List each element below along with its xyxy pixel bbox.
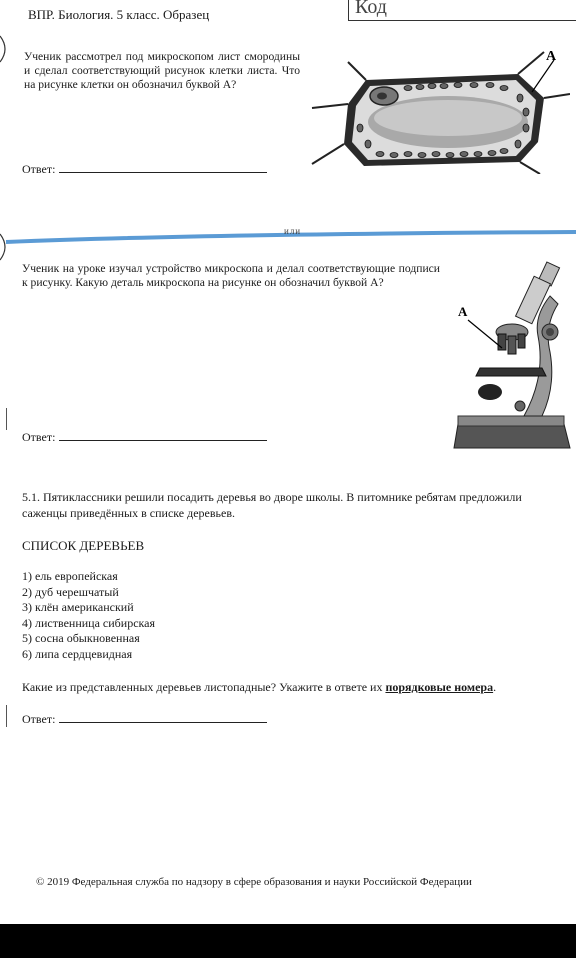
list-item: 2) дуб черешчатый: [22, 584, 119, 599]
question-1-text: Ученик рассмотрел под микроскопом лист смородины и сделал соответствующий рисунок клетки листа. Что на рисунке клетки он обозначил буквой А?: [24, 50, 300, 91]
prompt-emphasis: порядковые номера: [385, 680, 494, 694]
figure-label-a: А: [458, 304, 468, 319]
code-box: Код: [348, 0, 576, 21]
prompt-text: Какие из представленных деревьев листопадные? Укажите в ответе их: [22, 680, 383, 694]
question-3-text: 5.1. Пятиклассники решили посадить деревья во дворе школы. В питомнике ребятам предложили саженцы приведённых в списке деревьев.: [22, 490, 522, 520]
answer-row-2: [22, 430, 267, 445]
prompt-end: .: [493, 680, 497, 694]
tree-list-title: СПИСОК ДЕРЕВЬЕВ: [22, 538, 145, 553]
answer-label: Ответ:: [22, 162, 56, 176]
list-item: 3) клён американский: [22, 600, 134, 614]
margin-mark: [0, 705, 7, 727]
answer-field-3[interactable]: [59, 712, 267, 723]
question-3-prompt: [22, 680, 496, 695]
microscope-figure: [446, 256, 576, 456]
page-header: ВПР. Биология. 5 класс. Образец: [28, 7, 210, 22]
list-item: 6) липа сердцевидная: [22, 646, 133, 661]
answer-field-1[interactable]: [59, 162, 267, 173]
answer-label: Ответ:: [22, 430, 56, 444]
tree-list: [22, 569, 155, 662]
divider-text: или: [284, 226, 302, 236]
copyright-footer: © 2019 Федеральная служба по надзору в сфере образования и науки Российской Федерации: [36, 876, 472, 888]
answer-row-3: [22, 712, 267, 727]
bottom-bar: [0, 924, 576, 958]
margin-bracket: [0, 34, 12, 64]
margin-mark: [0, 408, 7, 430]
list-item: 5) сосна обыкновенная: [22, 631, 140, 645]
figure-label-a: А: [546, 49, 557, 64]
list-item: 1) ель европейская: [22, 569, 118, 583]
leaf-cell-figure: [308, 44, 570, 174]
question-2-text: Ученик на уроке изучал устройство микроскопа и делал соответствующие подписи к рисунку. Какую деталь микроскопа на рисунке он обозначил буквой А?: [22, 262, 440, 289]
answer-row-1: [22, 162, 267, 177]
answer-field-2[interactable]: [59, 430, 267, 441]
answer-label: Ответ:: [22, 712, 56, 726]
list-item: 4) лиственница сибирская: [22, 615, 156, 630]
